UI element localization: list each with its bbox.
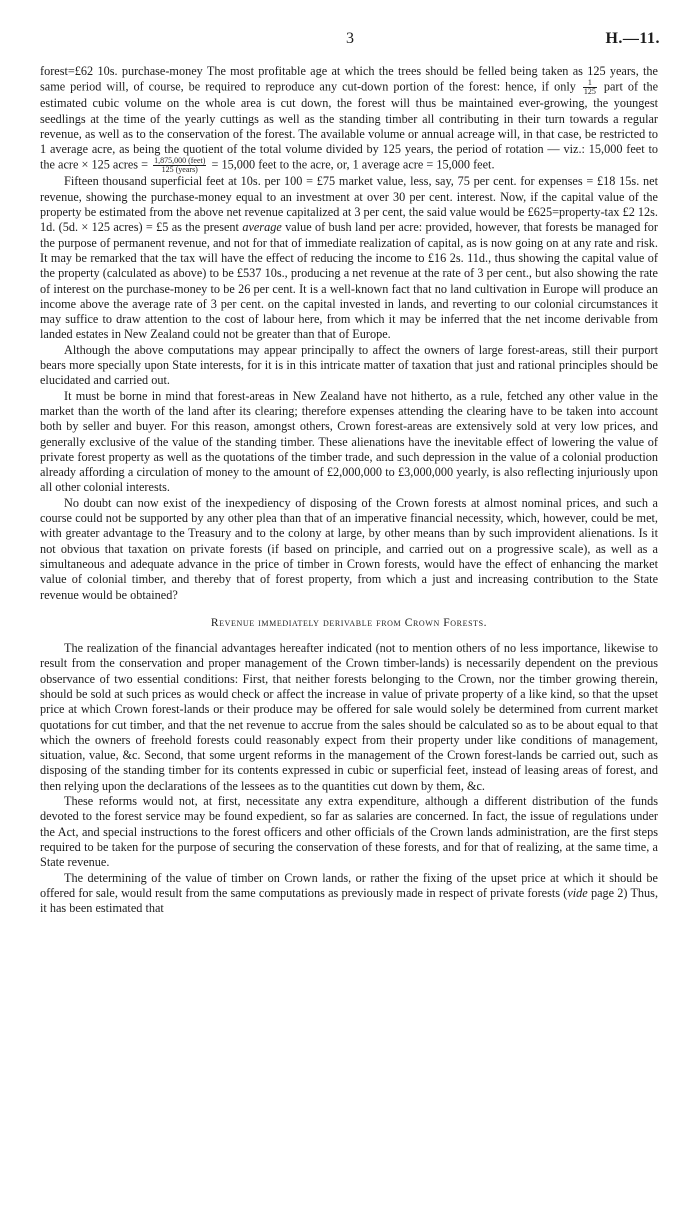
paragraph-6: The realization of the financial advantages hereafter indicated (not to mention others of no less importance, likewise to result from the conservation and proper management of the Crown timber-lands) is necessarily dependent on the previous observance of two essential conditions: First, that neither forests belonging to the Crown, nor the timber growing therein, should be sold at such prices as would check or affect the increase in value of private property of a like kind, so that the upset price at which Crown forest-lands or their produce may be offered for sale would solely be determined from current market quotations for cut timber, and that the net revenue to accrue from the sales should be calculated so as to be about equal to that which the owners of freehold forests could reasonably expect from their property under like conditions of management, situation, value, &c. Second, that some urgent reforms in the management of the Crown forest-lands be carried out, such as disposing of the standing timber for its contents expressed in cubic or superficial feet, instead of leasing areas of forest, and then relying upon the declarations of the lessees as to the quantities cut down by them, &c. [40,641,658,793]
paragraph-8: The determining of the value of timber on Crown lands, or rather the fixing of the upset price at which it should be offered for sale, would result from the same computations as previously made in respect of private forests (vide page 2) Thus, it has been estimated that [40,870,659,916]
document-reference: H.—11. [605,30,660,47]
paragraph-5: No doubt can now exist of the inexpediency of disposing of the Crown forests at almost nominal prices, and such a course could not be supported by any other plea than that of an imperative financial necessity, which, however, could be met, with greater advantage to the Treasury and to the colony at large, by other means than by such improvident alienations. Is it not obvious that taxation on private forests (if based on principle, and carried out on a progressive scale), as well as a simultaneous and adequate advance in the price of timber in Crown forests, would have the effect of enhancing the market value of colonial timber, and thereby that of forest property, from which a just and increasing contribution to the State revenue would be obtained? [40,495,658,602]
paragraph-4: It must be borne in mind that forest-areas in New Zealand have not hitherto, as a rule, fetched any other value in the market than the worth of the land after its clearing; therefore expenses attending the clearing have to be taken into account both by seller and buyer. For this reason, amongst others, Crown forest-areas are extensively sold at very low prices, and generally exclusive of the value of the standing timber. These alienations have the inevitable effect of lowering the value of private forest property as well as the quotations of the timber trade, and such depression in the value of a colonial production already affording a circulation of money to the amount of £2,000,000 to £3,000,000 yearly, is also reflecting injuriously upon all other colonial interests. [40,388,658,495]
paragraph-2: Fifteen thousand superficial feet at 10s. per 100 = £75 market value, less, say, 75 per cent. for expenses = £18 15s. net revenue, showing the purchase-money equal to an investment at over 30 per cent. interest. Now, if the capital value of the property be estimated from the above net revenue capitalized at 3 per cent, the said value would be £625=property-tax £2 12s. 1d. (5d. × 125 acres) = £5 as the present average value of bush land per acre: provided, however, that forests be managed for the purpose of permanent revenue, and not for that of immediate realization of capital, as is now going on at any rate and risk. It may be remarked that the tax will have the effect of reducing the income to £16 2s. 11d., thus showing the capital value of the property (calculated as above) to be £537 10s., producing a net revenue at the rate of 3 per cent., but also showing the rate of interest on the purchase-money to be 26 per cent. It is a well-known fact that no land cultivation in Europe will produce an income above the average rate of 3 per cent. on the capital invested in lands, and reverting to our colonial circumstances it may suffice to draw attention to the cost of labour here, from which it may be inferred that the net income derivable from landed estates in New Zealand could not be greater than that of Europe. [40,174,659,342]
fraction-volume-over-years: $\frac{\text{1,875,000 (feet)}}{\text{125 (years)}}$ [154,156,206,175]
body-text [40,64,658,916]
page-number: 3 [346,30,354,47]
page-header [40,30,660,50]
paragraph-7: These reforms would not, at first, necessitate any extra expenditure, although a different distribution of the funds devoted to the forest service may be found expedient, so far as salaries are concerned. In fact, the issue of regulations under the Act, and special instructions to the forest officers and other officials of the Crown lands administration, are the first steps required to be taken for the purpose of securing the conservation of these forests, and for that of realizing, at the same time, a State revenue. [40,794,658,870]
fraction-one-over-125: $\frac{1}{125}$ [583,78,596,97]
section-heading: Revenue immediately derivable from Crown Forests. [210,616,488,629]
paragraph-1: forest=£62 10s. purchase-money The most profitable age at which the trees should be felled being taken as 125 years, the same period will, of course, be required to reproduce any cut-down portion of the forest: hence, if only $\frac{1}{125}$ part of the estimated cubic volume on the whole area is cut down, the forest will thus be maintained ever-growing, the youngest seedlings at the time of the yearly cuttings as well as the standing timber all contributing in their turn towards a regular revenue, as well as to the conservation of the forest. The available volume or annual acreage will, in that case, be restricted to 1 average acre, as being the quotient of the total volume divided by 125 years, the period of rotation — viz.: 15,000 feet to the acre × 125 acres = $\frac{\text{1,875,000 (feet)}}{\text{125 (years)}}$ = 15,000 feet to the acre, or, 1 average acre = 15,000 feet. [40,64,659,175]
paragraph-3: Although the above computations may appear principally to affect the owners of large forest-areas, still their purport bears more specially upon State interests, for it is in this intricate matter of taxation that just and rational principles should be elucidated and carried out. [40,342,658,388]
